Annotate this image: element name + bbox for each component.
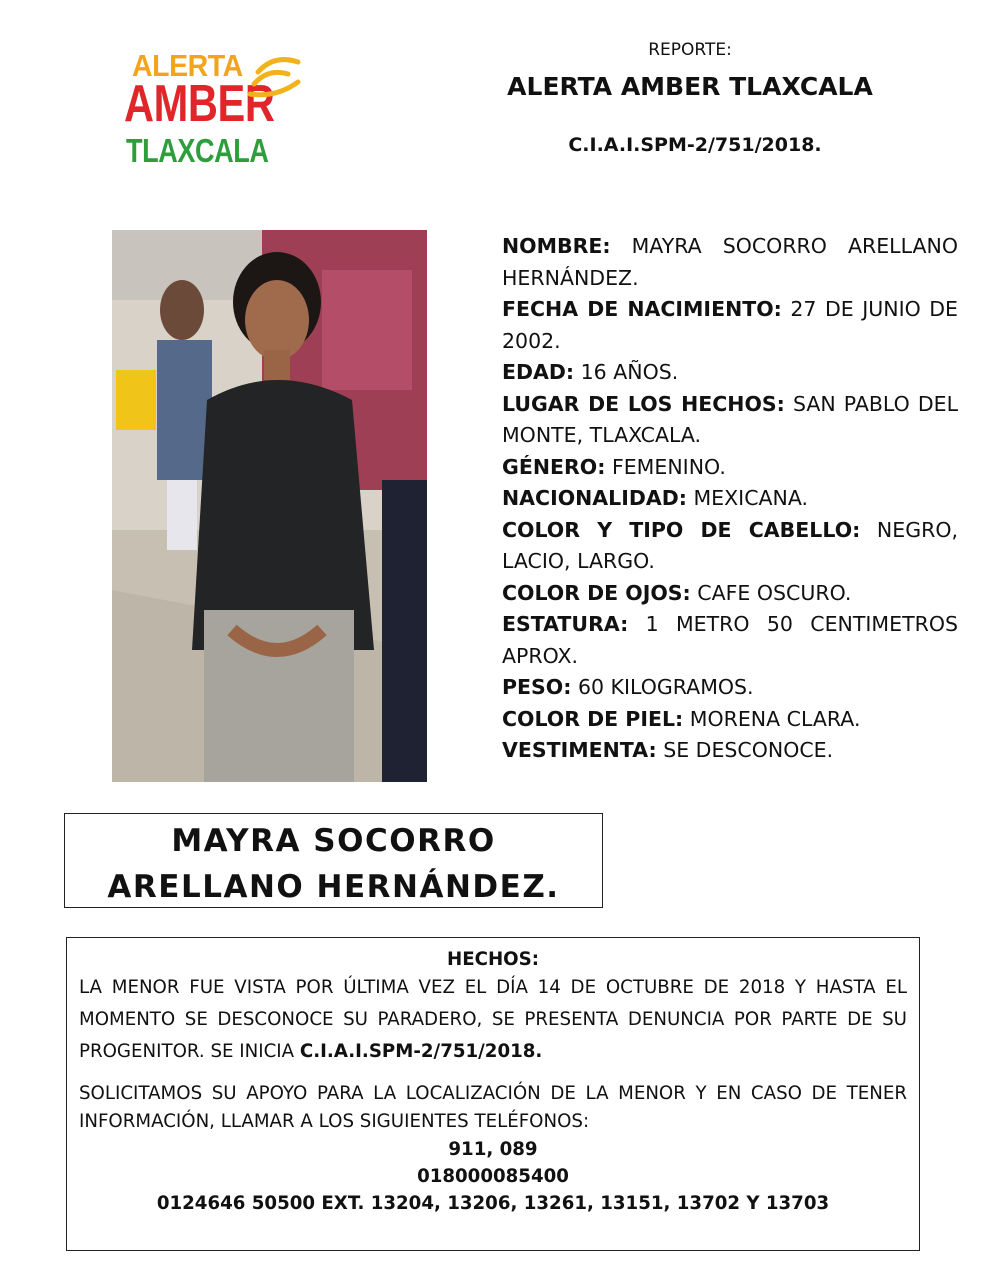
phone-tollfree: 018000085400 <box>417 1166 569 1187</box>
detail-value: MEXICANA. <box>693 486 809 510</box>
detail-label: LUGAR DE LOS HECHOS: <box>502 391 785 416</box>
name-box <box>64 813 603 908</box>
detail-value: FEMENINO. <box>611 454 726 479</box>
detail-value: 16 AÑOS. <box>580 360 679 384</box>
detail-value: MORENA CLARA. <box>689 706 861 731</box>
logo-word-amber: AMBER <box>124 75 275 133</box>
detail-value: SAN PABLO DEL MONTE, TLAXCALA. <box>502 391 958 447</box>
detail-label: COLOR Y TIPO DE CABELLO: <box>502 517 861 542</box>
facts-box <box>66 937 920 1251</box>
personal-details <box>502 231 958 767</box>
detail-row-birthdate <box>502 294 958 357</box>
detail-value: 60 KILOGRAMOS. <box>577 675 754 699</box>
full-name-line-2: ARELLANO HERNÁNDEZ. <box>107 869 560 905</box>
report-title: ALERTA AMBER TLAXCALA <box>507 72 873 101</box>
detail-row-age <box>502 357 958 389</box>
detail-row-skin <box>502 704 958 736</box>
detail-label: VESTIMENTA: <box>502 738 657 762</box>
detail-row-clothing <box>502 735 958 767</box>
support-request-paragraph: SOLICITAMOS SU APOYO PARA LA LOCALIZACIÓN DE LA MENOR Y EN CASO DE TENER INFORMACIÓN, LLAMAR A LOS SIGUIENTES TELÉFONOS: <box>79 1083 907 1132</box>
detail-value: MAYRA SOCORRO ARELLANO HERNÁNDEZ. <box>502 234 958 290</box>
facts-paragraph-text: LA MENOR FUE VISTA POR ÚLTIMA VEZ EL DÍA 14 DE OCTUBRE DE 2018 Y HASTA EL MOMENTO SE DESCONOCE SU PARADERO, SE PRESENTA DENUNCIA POR PARTE DE SU PROGENITOR. SE INICIA <box>79 977 907 1062</box>
report-case-code: C.I.A.I.SPM-2/751/2018. <box>568 134 822 156</box>
detail-row-weight <box>502 672 958 704</box>
detail-label: GÉNERO: <box>502 454 606 479</box>
detail-row-place <box>502 389 958 452</box>
full-name-line-1: MAYRA SOCORRO <box>171 823 496 859</box>
missing-person-photo <box>112 230 427 782</box>
detail-value: SE DESCONOCE. <box>663 738 834 762</box>
detail-row-eyes <box>502 578 958 610</box>
detail-row-name <box>502 231 958 294</box>
detail-label: COLOR DE OJOS: <box>502 580 691 605</box>
detail-row-height <box>502 609 958 672</box>
logo-word-tlaxcala: TLAXCALA <box>126 132 269 169</box>
phone-extensions: 0124646 50500 EXT. 13204, 13206, 13261, 13151, 13702 Y 13703 <box>156 1193 830 1214</box>
signal-waves-icon <box>246 48 304 108</box>
detail-value: NEGRO, LACIO, LARGO. <box>502 517 958 573</box>
detail-row-gender <box>502 452 958 484</box>
facts-case-code: C.I.A.I.SPM-2/751/2018. <box>299 1041 543 1062</box>
detail-label: EDAD: <box>502 360 575 384</box>
detail-value: CAFE OSCURO. <box>697 580 852 605</box>
detail-label: COLOR DE PIEL: <box>502 706 684 731</box>
facts-title: HECHOS: <box>446 949 540 970</box>
detail-label: PESO: <box>502 675 572 699</box>
detail-row-hair <box>502 515 958 578</box>
detail-value: 27 DE JUNIO DE 2002. <box>502 297 958 353</box>
phone-emergency: 911, 089 <box>448 1139 538 1160</box>
detail-label: FECHA DE NACIMIENTO: <box>502 297 782 321</box>
logo-word-alerta: ALERTA <box>132 48 243 83</box>
report-label: REPORTE: <box>648 40 732 60</box>
detail-value: 1 METRO 50 CENTIMETROS APROX. <box>502 612 958 668</box>
facts-paragraph <box>79 972 907 1068</box>
detail-label: NACIONALIDAD: <box>502 486 687 510</box>
detail-row-nationality <box>502 483 958 515</box>
detail-label: ESTATURA: <box>502 612 629 636</box>
alerta-amber-logo <box>118 44 308 174</box>
photo-illustration <box>112 230 427 782</box>
detail-label: NOMBRE: <box>502 234 611 258</box>
